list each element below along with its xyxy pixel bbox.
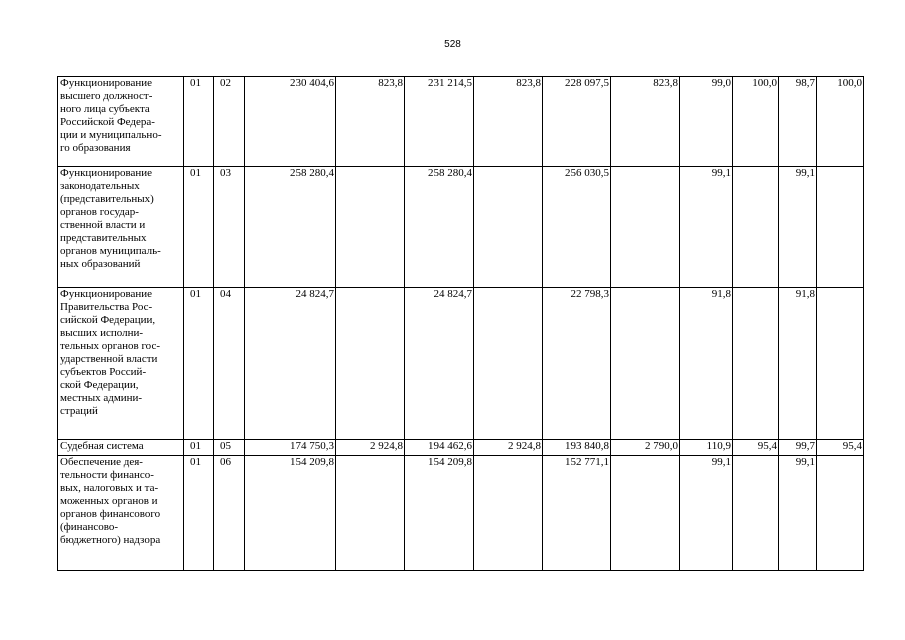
value-cell: 100,0 xyxy=(817,77,864,167)
subsection-code: 02 xyxy=(214,77,245,167)
value-cell xyxy=(611,288,680,440)
value-cell: 823,8 xyxy=(611,77,680,167)
value-cell xyxy=(474,288,543,440)
table-row xyxy=(58,456,864,571)
section-code: 01 xyxy=(184,456,214,571)
value-cell: 230 404,6 xyxy=(245,77,336,167)
value-cell xyxy=(817,288,864,440)
value-cell: 99,1 xyxy=(680,456,733,571)
value-cell: 154 209,8 xyxy=(405,456,474,571)
value-cell: 231 214,5 xyxy=(405,77,474,167)
value-cell: 24 824,7 xyxy=(405,288,474,440)
value-cell xyxy=(336,167,405,288)
value-cell: 228 097,5 xyxy=(543,77,611,167)
value-cell: 2 924,8 xyxy=(336,440,405,456)
value-cell: 258 280,4 xyxy=(405,167,474,288)
value-cell: 154 209,8 xyxy=(245,456,336,571)
value-cell xyxy=(817,167,864,288)
section-code: 01 xyxy=(184,167,214,288)
value-cell: 91,8 xyxy=(680,288,733,440)
value-cell: 152 771,1 xyxy=(543,456,611,571)
value-cell xyxy=(611,167,680,288)
value-cell: 22 798,3 xyxy=(543,288,611,440)
table-row xyxy=(58,77,864,167)
value-cell: 100,0 xyxy=(733,77,779,167)
subsection-code: 06 xyxy=(214,456,245,571)
budget-table xyxy=(57,76,864,571)
value-cell: 2 790,0 xyxy=(611,440,680,456)
subsection-code: 03 xyxy=(214,167,245,288)
value-cell: 95,4 xyxy=(733,440,779,456)
value-cell: 256 030,5 xyxy=(543,167,611,288)
value-cell: 99,1 xyxy=(779,456,817,571)
value-cell: 193 840,8 xyxy=(543,440,611,456)
subsection-code: 05 xyxy=(214,440,245,456)
value-cell xyxy=(474,167,543,288)
table-row xyxy=(58,167,864,288)
section-code: 01 xyxy=(184,288,214,440)
table-row xyxy=(58,440,864,456)
value-cell: 2 924,8 xyxy=(474,440,543,456)
value-cell: 99,1 xyxy=(779,167,817,288)
value-cell: 174 750,3 xyxy=(245,440,336,456)
value-cell: 95,4 xyxy=(817,440,864,456)
value-cell: 823,8 xyxy=(474,77,543,167)
value-cell: 823,8 xyxy=(336,77,405,167)
row-name: Обеспечение дея- тельности финансо- вых, налоговых и та- моженных органов и органов финансового (финансово- бюджетного) надзора xyxy=(58,456,184,571)
value-cell: 98,7 xyxy=(779,77,817,167)
value-cell: 110,9 xyxy=(680,440,733,456)
subsection-code: 04 xyxy=(214,288,245,440)
value-cell xyxy=(733,456,779,571)
value-cell xyxy=(733,167,779,288)
value-cell xyxy=(336,288,405,440)
page-number: 528 xyxy=(444,39,461,50)
value-cell xyxy=(336,456,405,571)
section-code: 01 xyxy=(184,77,214,167)
section-code: 01 xyxy=(184,440,214,456)
value-cell: 99,7 xyxy=(779,440,817,456)
table-row xyxy=(58,288,864,440)
value-cell: 24 824,7 xyxy=(245,288,336,440)
row-name: Судебная система xyxy=(58,440,184,456)
value-cell xyxy=(474,456,543,571)
value-cell: 91,8 xyxy=(779,288,817,440)
row-name: Функционирование высшего должност- ного лица субъекта Российской Федера- ции и муниципально- го образования xyxy=(58,77,184,167)
value-cell xyxy=(817,456,864,571)
value-cell xyxy=(611,456,680,571)
value-cell xyxy=(733,288,779,440)
value-cell: 99,1 xyxy=(680,167,733,288)
value-cell: 258 280,4 xyxy=(245,167,336,288)
value-cell: 194 462,6 xyxy=(405,440,474,456)
row-name: Функционирование законодательных (представительных) органов государ- ственной власти и представительных органов муниципаль- ных образований xyxy=(58,167,184,288)
value-cell: 99,0 xyxy=(680,77,733,167)
row-name: Функционирование Правительства Рос- сийской Федерации, высших исполни- тельных органов гос- ударственной власти субъектов Россий- ской Федерации, местных админи- страций xyxy=(58,288,184,440)
